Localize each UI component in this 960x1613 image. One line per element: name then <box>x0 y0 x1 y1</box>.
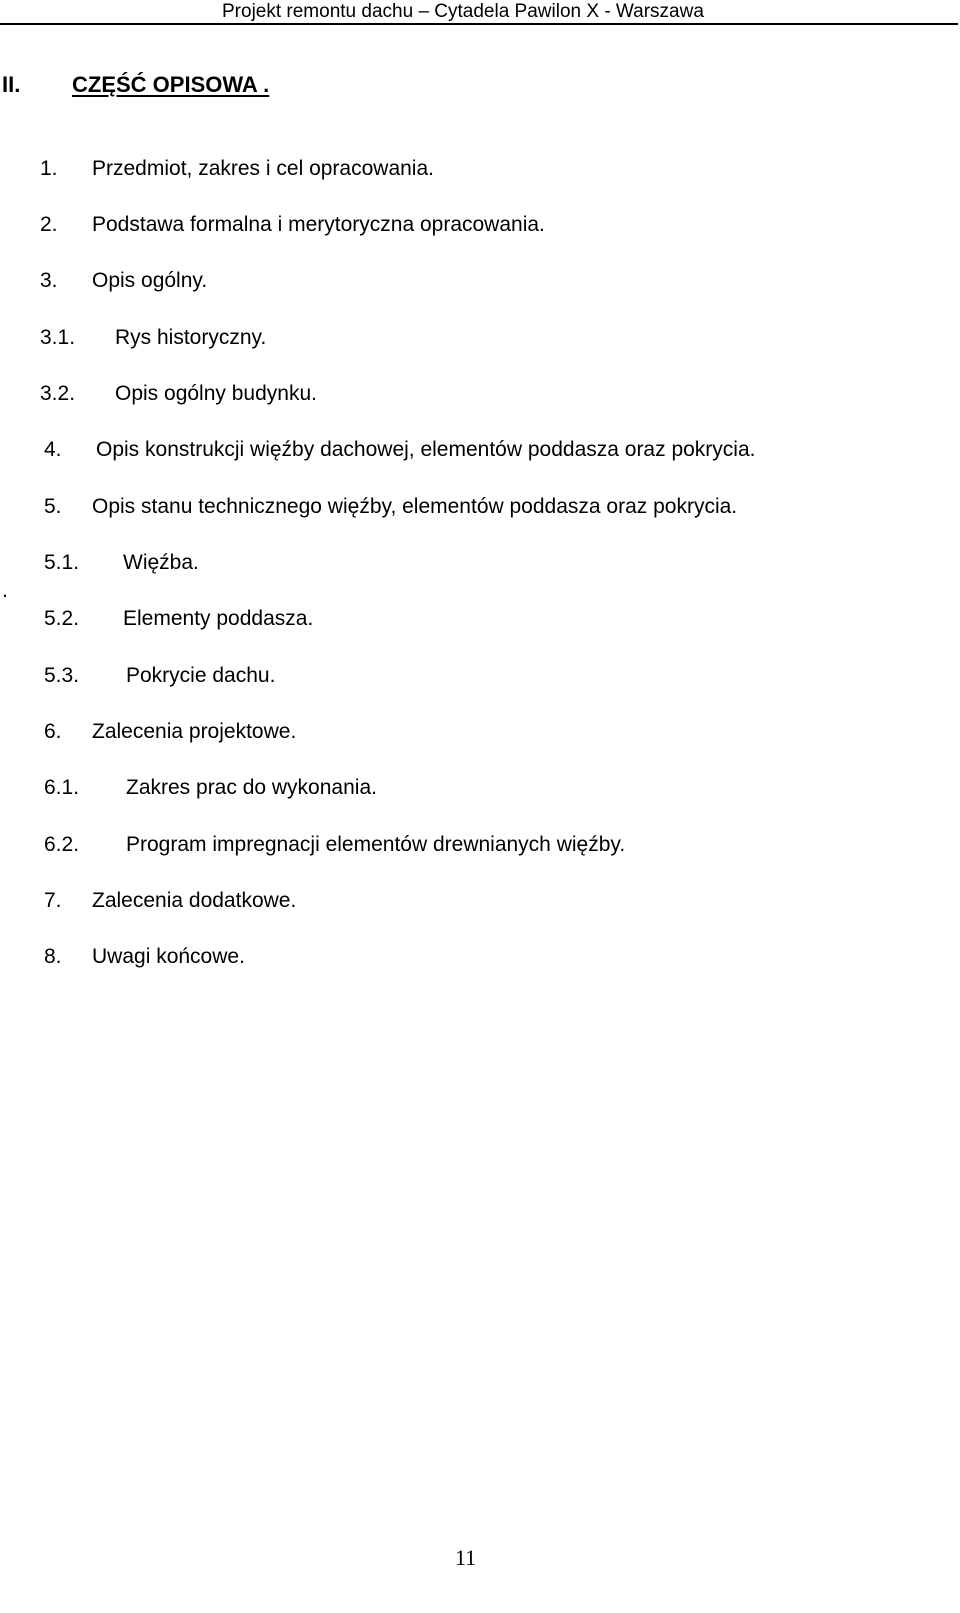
toc-number: 6.2. <box>44 833 80 856</box>
toc-number: 3.1. <box>40 326 76 349</box>
toc-label: Opis ogólny budynku. <box>115 382 317 405</box>
toc-label: Program impregnacji elementów drewnianych więźby. <box>126 833 626 856</box>
toc-label: Elementy poddasza. <box>123 607 314 630</box>
section-number: II. <box>2 72 21 97</box>
stray-mark: . <box>2 579 8 602</box>
toc-label: Więźba. <box>123 551 199 574</box>
page-header <box>0 0 960 26</box>
toc-number: 6.1. <box>44 776 80 799</box>
toc-label: Opis stanu technicznego więźby, elementów poddasza oraz pokrycia. <box>92 495 738 518</box>
toc-number: 3.2. <box>40 382 76 405</box>
toc-number: 5.2. <box>44 607 80 630</box>
toc-label: Rys historyczny. <box>115 326 267 349</box>
toc-number: 6. <box>44 720 62 743</box>
toc-number: 4. <box>44 438 62 461</box>
toc-label: Uwagi końcowe. <box>92 945 245 968</box>
toc-number: 2. <box>40 213 58 236</box>
header-title: Projekt remontu dachu – Cytadela Pawilon X - Warszawa <box>222 1 704 22</box>
toc-number: 8. <box>44 945 62 968</box>
toc-label: Opis ogólny. <box>92 269 208 292</box>
toc-label: Podstawa formalna i merytoryczna opracowania. <box>92 213 545 236</box>
toc-label: Opis konstrukcji więźby dachowej, elementów poddasza oraz pokrycia. <box>96 438 756 461</box>
toc-number: 1. <box>40 157 58 180</box>
toc-number: 7. <box>44 889 62 912</box>
toc-number: 5.3. <box>44 664 80 687</box>
toc-number: 5.1. <box>44 551 80 574</box>
section-title: CZĘŚĆ OPISOWA . <box>72 72 270 97</box>
page-number: 11 <box>455 1545 477 1570</box>
header-rule <box>0 23 958 25</box>
toc-label: Przedmiot, zakres i cel opracowania. <box>92 157 434 180</box>
toc-number: 3. <box>40 269 58 292</box>
toc-label: Pokrycie dachu. <box>126 664 276 687</box>
toc-label: Zakres prac do wykonania. <box>126 776 377 799</box>
toc-label: Zalecenia dodatkowe. <box>92 889 297 912</box>
toc-number: 5. <box>44 495 62 518</box>
toc-label: Zalecenia projektowe. <box>92 720 297 743</box>
